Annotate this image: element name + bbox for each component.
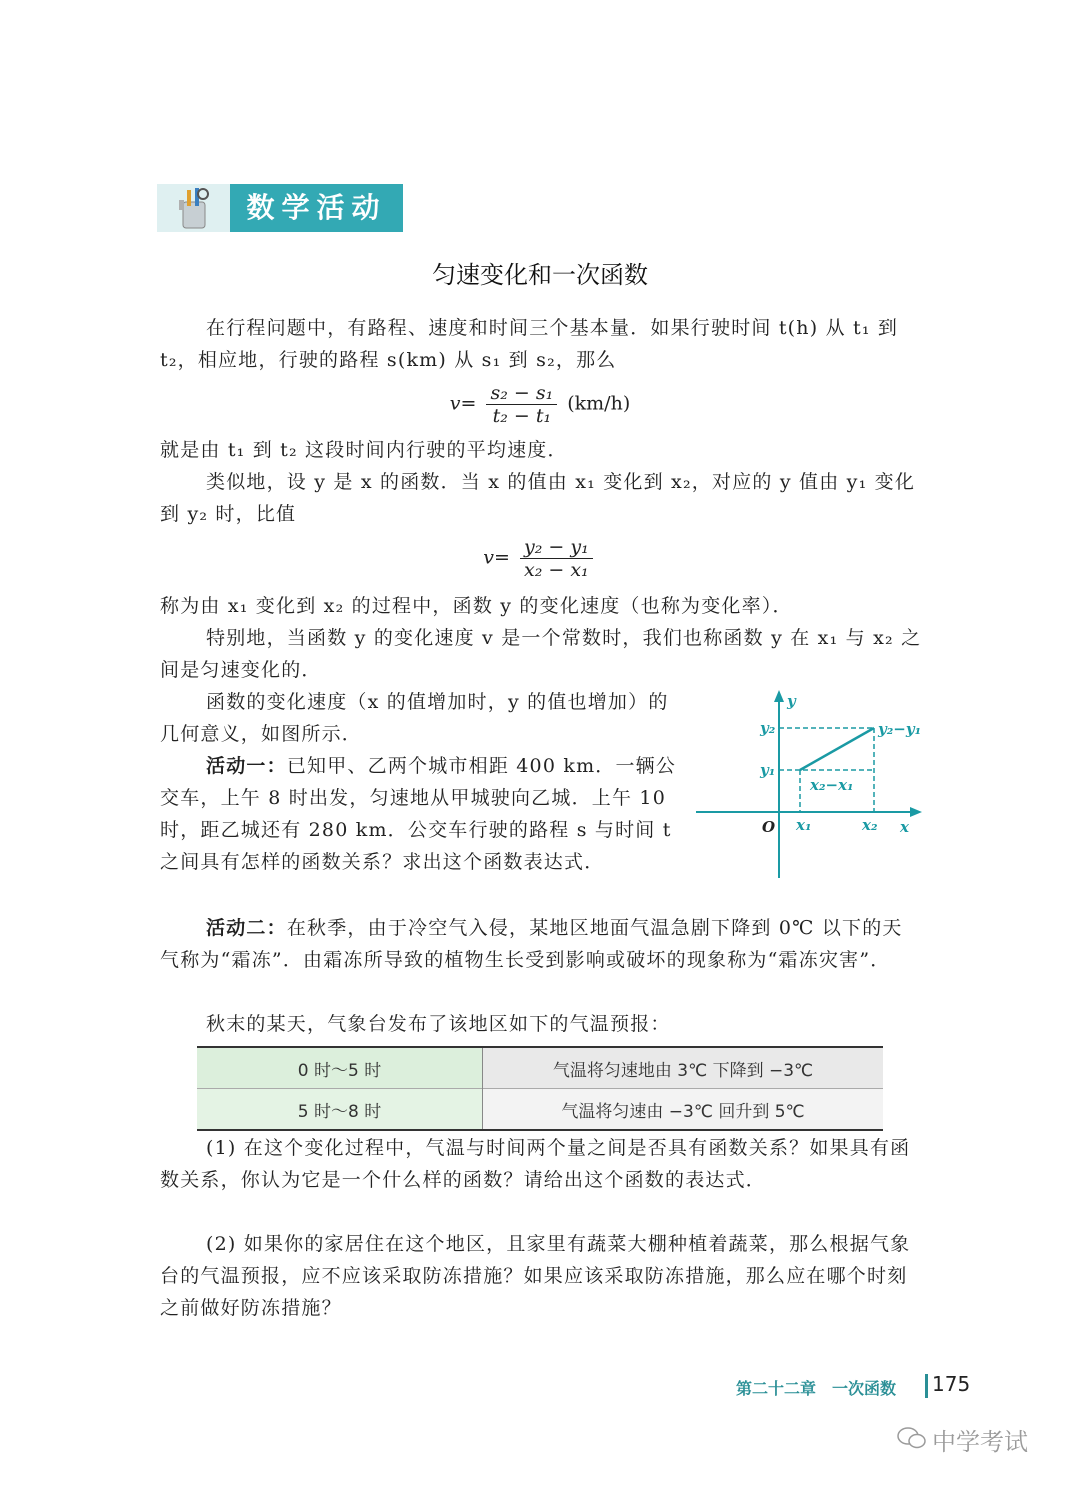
paragraph-2: 就是由 t₁ 到 t₂ 这段时间内行驶的平均速度． <box>160 439 568 461</box>
x1-label: x₁ <box>796 816 812 834</box>
footer-divider <box>925 1374 928 1398</box>
activity-2 <box>160 912 922 976</box>
tools-cup-icon <box>169 186 221 230</box>
formula-1-fraction <box>486 382 557 427</box>
paragraph-7: 秋末的某天，气象台发布了该地区如下的气温预报： <box>206 1013 671 1035</box>
paragraph-4: 称为由 x₁ 变化到 x₂ 的过程中，函数 y 的变化速度（也称为变化率）． <box>160 595 793 617</box>
formula-2-lhs: v= <box>483 546 510 569</box>
paragraph-5: 特别地，当函数 y 的变化速度 v 是一个常数时，我们也称函数 y 在 x₁ 与 x₂ 之间是匀速变化的． <box>160 627 922 681</box>
table-cell-time: 5 时～8 时 <box>197 1089 483 1131</box>
question-2: (2) 如果你的家居住在这个地区，且家里有蔬菜大棚种植着蔬菜，那么根据气象台的气温预报，应不应该采取防冻措施？如果应该采取防冻措施，那么应在哪个时刻之前做好防冻措施？ <box>160 1233 911 1319</box>
question-1: (1) 在这个变化过程中，气温与时间两个量之间是否具有函数关系？如果具有函数关系，你认为它是一个什么样的函数？请给出这个函数的表达式． <box>160 1137 911 1191</box>
formula-average-speed <box>0 382 1080 427</box>
x-axis-arrow-icon <box>910 807 922 817</box>
page-title: 匀速变化和一次函数 <box>432 261 648 289</box>
function-segment <box>800 728 874 770</box>
y1-label: y₁ <box>760 761 776 779</box>
activity-2-text: 在秋季，由于冷空气入侵，某地区地面气温急剧下降到 0℃ 以下的天气称为“霜冻”．由霜冻所导致的植物生长受到影响或破坏的现象称为“霜冻灾害”． <box>160 917 903 971</box>
footer-chapter: 第二十二章 一次函数 <box>736 1379 897 1398</box>
y-axis-arrow-icon <box>774 690 784 702</box>
y2-label: y₂ <box>760 719 776 737</box>
table-row <box>197 1047 883 1089</box>
activity-1 <box>160 750 680 878</box>
formula-1-lhs: v= <box>449 392 477 415</box>
activity-1-text: 已知甲、乙两个城市相距 400 km．一辆公交车，上午 8 时出发，匀速地从甲城驶向乙城．上午 10 时，距乙城还有 280 km．公交车行驶的路程 s 与时间 t 之间具有怎样的函数关系？求出这个函数表达式． <box>160 755 677 873</box>
activity-2-label: 活动二： <box>206 917 287 939</box>
rise-label: y₂−y₁ <box>878 720 922 738</box>
formula-2-fraction <box>520 536 593 581</box>
page-number: 175 <box>932 1372 971 1396</box>
x2-label: x₂ <box>862 816 878 834</box>
formula-1-numerator: s₂ − s₁ <box>486 382 557 405</box>
banner-title: 数学活动 <box>230 184 403 232</box>
formula-change-rate <box>0 536 1080 581</box>
formula-1-unit: (km/h) <box>567 392 631 415</box>
y-axis-label: y <box>787 692 796 710</box>
paragraph-3: 类似地，设 y 是 x 的函数．当 x 的值由 x₁ 变化到 x₂，对应的 y 值由 y₁ 变化到 y₂ 时，比值 <box>160 471 916 525</box>
table-row <box>197 1089 883 1131</box>
wechat-icon <box>897 1426 927 1450</box>
section-banner <box>157 184 403 232</box>
activity-1-label: 活动一： <box>206 755 287 777</box>
formula-2-denominator: x₂ − x₁ <box>524 559 589 581</box>
run-label: x₂−x₁ <box>810 776 854 794</box>
forecast-table <box>197 1046 883 1131</box>
table-cell-desc: 气温将匀速地由 3℃ 下降到 −3℃ <box>483 1047 884 1089</box>
formula-2-numerator: y₂ − y₁ <box>520 536 593 559</box>
table-cell-time: 0 时～5 时 <box>197 1047 483 1089</box>
formula-1-denominator: t₂ − t₁ <box>492 405 552 427</box>
paragraph-1: 在行程问题中，有路程、速度和时间三个基本量．如果行驶时间 t(h) 从 t₁ 到 t₂，相应地，行驶的路程 s(km) 从 s₁ 到 s₂，那么 <box>160 317 899 371</box>
y-axis <box>774 690 784 878</box>
table-cell-desc: 气温将匀速由 −3℃ 回升到 5℃ <box>483 1089 884 1131</box>
x-axis-label: x <box>900 818 909 836</box>
origin-label: O <box>762 818 776 836</box>
paragraph-6: 函数的变化速度（x 的值增加时，y 的值也增加）的几何意义，如图所示． <box>160 691 669 745</box>
rate-of-change-graph <box>690 688 930 884</box>
watermark: 中学考试 <box>932 1428 1028 1456</box>
